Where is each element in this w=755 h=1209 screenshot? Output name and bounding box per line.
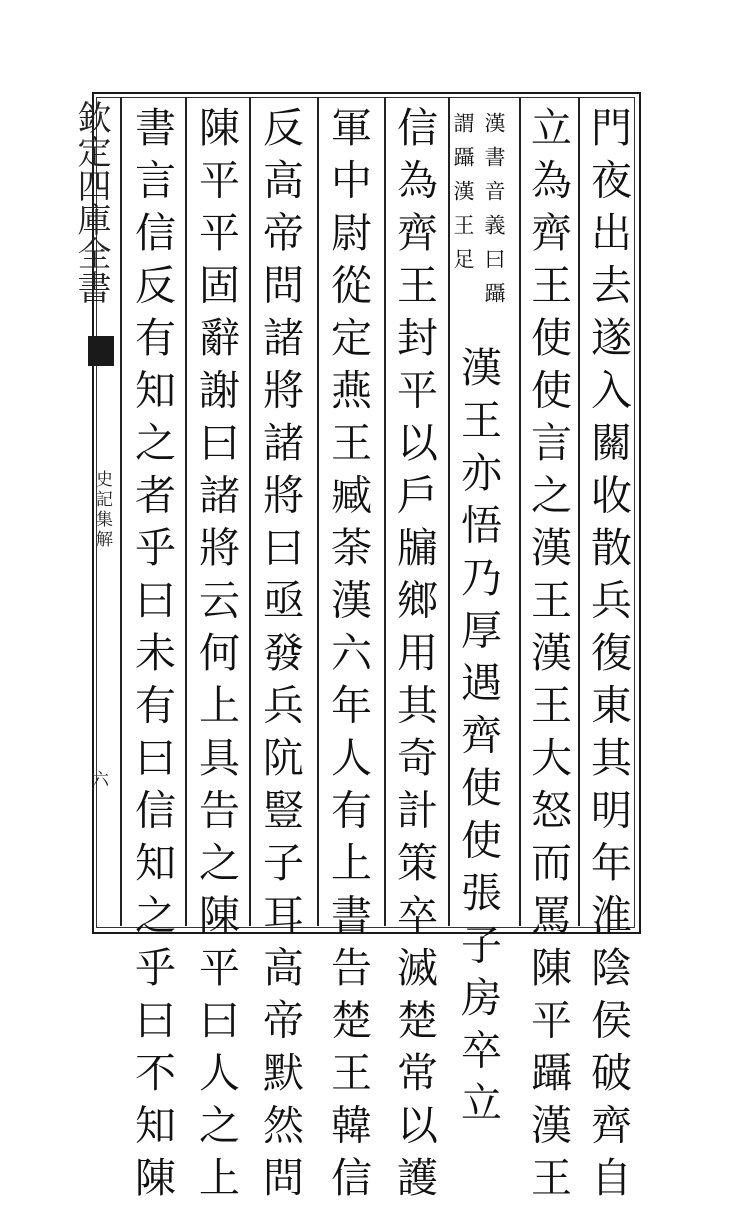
column-rule <box>185 97 187 926</box>
page-number: 六 <box>92 770 109 790</box>
fish-tail-mark <box>88 336 114 366</box>
text-column: 立為齊王使使言之漢王漢王大怒而罵陳平躡漢王 <box>524 106 572 1209</box>
annotation-note: 謂躡漢王足 <box>451 112 475 282</box>
text-column: 陳平平固辭謝曰諸將云何上具告之陳平曰人之上 <box>192 106 240 1209</box>
text-column: 漢王亦悟乃厚遇齊使使張子房卒立 <box>454 346 502 1134</box>
text-column: 反高帝問諸將諸將曰亟發兵阬豎子耳高帝默然問 <box>256 106 304 1209</box>
text-column: 門夜出去遂入關收散兵復東其明年淮陰侯破齊自 <box>584 106 632 1209</box>
column-rule <box>120 97 122 926</box>
text-column: 書言信反有知之者乎曰未有曰信知之乎曰不知陳 <box>128 106 176 1209</box>
column-rule <box>384 97 386 926</box>
text-column: 信為齊王封平以戶牖鄉用其奇計策卒滅楚常以護 <box>390 106 438 1209</box>
book-title: 史記集解 <box>92 470 112 550</box>
column-rule <box>448 97 450 926</box>
column-rule <box>317 97 319 926</box>
text-column: 軍中尉從定燕王臧荼漢六年人有上書告楚王韓信 <box>324 106 372 1209</box>
column-rule <box>519 97 521 926</box>
annotation-note: 漢書音義曰躡 <box>482 112 506 316</box>
column-rule <box>578 97 580 926</box>
column-rule <box>249 97 251 926</box>
collection-title: 欽定四庫全書 <box>71 100 111 304</box>
